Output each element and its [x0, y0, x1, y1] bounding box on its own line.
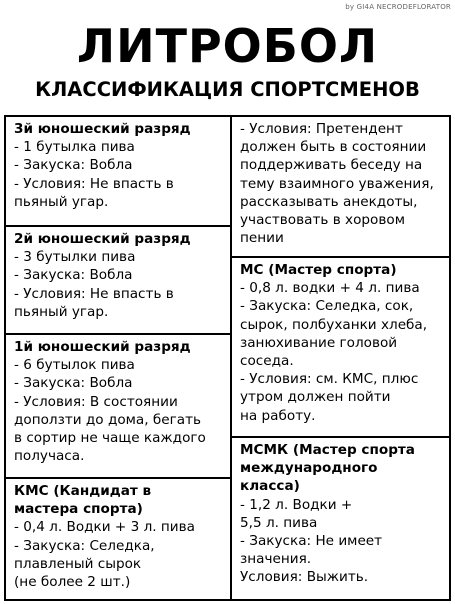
section-text-line: 5,5 л. пива — [240, 514, 318, 531]
section-text-line: пении — [240, 230, 284, 247]
section-text-line: - 3 бутылки пива — [14, 249, 136, 266]
classification-grid — [4, 115, 451, 601]
section-text-line: - 0,8 л. водки + 4 л. пива — [240, 280, 420, 297]
section-text-line: сырок, полбуханки хлеба, — [240, 316, 428, 333]
section-text-line: в сортир не чаще каждого — [14, 430, 206, 447]
section-text-line: (не более 2 шт.) — [14, 574, 131, 591]
section-text-line: рассказывать анекдоты, — [240, 193, 418, 210]
section-text-line: доползти до дома, бегать — [14, 411, 202, 428]
rank-2-junior-cell — [6, 227, 230, 333]
section-heading-line: международного — [240, 460, 378, 477]
page-subtitle: КЛАССИФИКАЦИЯ СПОРТСМЕНОВ — [35, 78, 420, 101]
section-text-line: получаса. — [14, 448, 85, 465]
section-text-line: пьяный угар. — [14, 193, 109, 210]
section-text-line: Условия: Выжить. — [240, 569, 369, 586]
section-text-line: - Условия: Не впасть в — [14, 285, 174, 302]
section-text-line: - Закуска: Селедка, — [14, 537, 155, 554]
section-text-line: - Условия: Претендент — [240, 121, 403, 137]
section-text-line: - Условия: В состоянии — [14, 393, 178, 410]
rank-3-junior-cell — [6, 117, 230, 225]
section-text-line: должен быть в состоянии — [240, 139, 427, 156]
section-heading-line: КМС (Кандидат в — [14, 483, 152, 499]
section-heading-line: 2й юношеский разряд — [14, 231, 191, 247]
section-text-line: - Закуска: Вобла — [14, 267, 133, 284]
section-heading-line: мастера спорта) — [14, 501, 143, 518]
section-text-line: на работу. — [240, 407, 316, 424]
section-heading-line: класса) — [240, 478, 300, 495]
section-text-line: - 1 бутылка пива — [14, 139, 135, 156]
kms-cell — [6, 479, 230, 601]
page-title: ЛИТРОБОЛ — [76, 19, 379, 73]
section-heading-line: МСМК (Мастер спорта — [240, 442, 415, 458]
ms-cell — [232, 258, 451, 436]
author-credit: by GI4A NECRODEFLORATOR — [345, 3, 451, 11]
section-heading-line: 3й юношеский разряд — [14, 121, 191, 137]
section-text-line: тему взаимного уважения, — [240, 175, 434, 192]
section-text-line: пьяный угар. — [14, 303, 109, 320]
section-text-line: - Закуска: Вобла — [14, 375, 133, 392]
section-text-line: - Закуска: Вобла — [14, 157, 133, 174]
section-text-line: - Закуска: Не имеет — [240, 533, 383, 550]
section-text-line: занюхивание головой — [240, 334, 398, 351]
section-text-line: участвовать в хоровом — [240, 212, 405, 229]
section-heading-line: 1й юношеский разряд — [14, 339, 191, 355]
section-text-line: плавленый сырок — [14, 555, 142, 572]
section-text-line: утром должен пойти — [240, 389, 391, 406]
rank-1-junior-cell — [6, 335, 230, 477]
section-text-line: - Условия: Не впасть в — [14, 175, 174, 192]
section-text-line: - Условия: см. КМС, плюс — [240, 371, 419, 388]
section-heading-line: МС (Мастер спорта) — [240, 262, 397, 278]
kms-conditions-cell — [232, 117, 451, 256]
section-text-line: значения. — [240, 551, 312, 568]
msmk-cell — [232, 438, 451, 601]
section-text-line: - 0,4 л. Водки + 3 л. пива — [14, 519, 195, 536]
section-text-line: - 6 бутылок пива — [14, 357, 135, 374]
section-text-line: соседа. — [240, 353, 294, 370]
section-text-line: - 1,2 л. Водки + — [240, 496, 353, 513]
section-text-line: - Закуска: Селедка, сок, — [240, 298, 414, 315]
section-text-line: поддерживать беседу на — [240, 157, 423, 174]
